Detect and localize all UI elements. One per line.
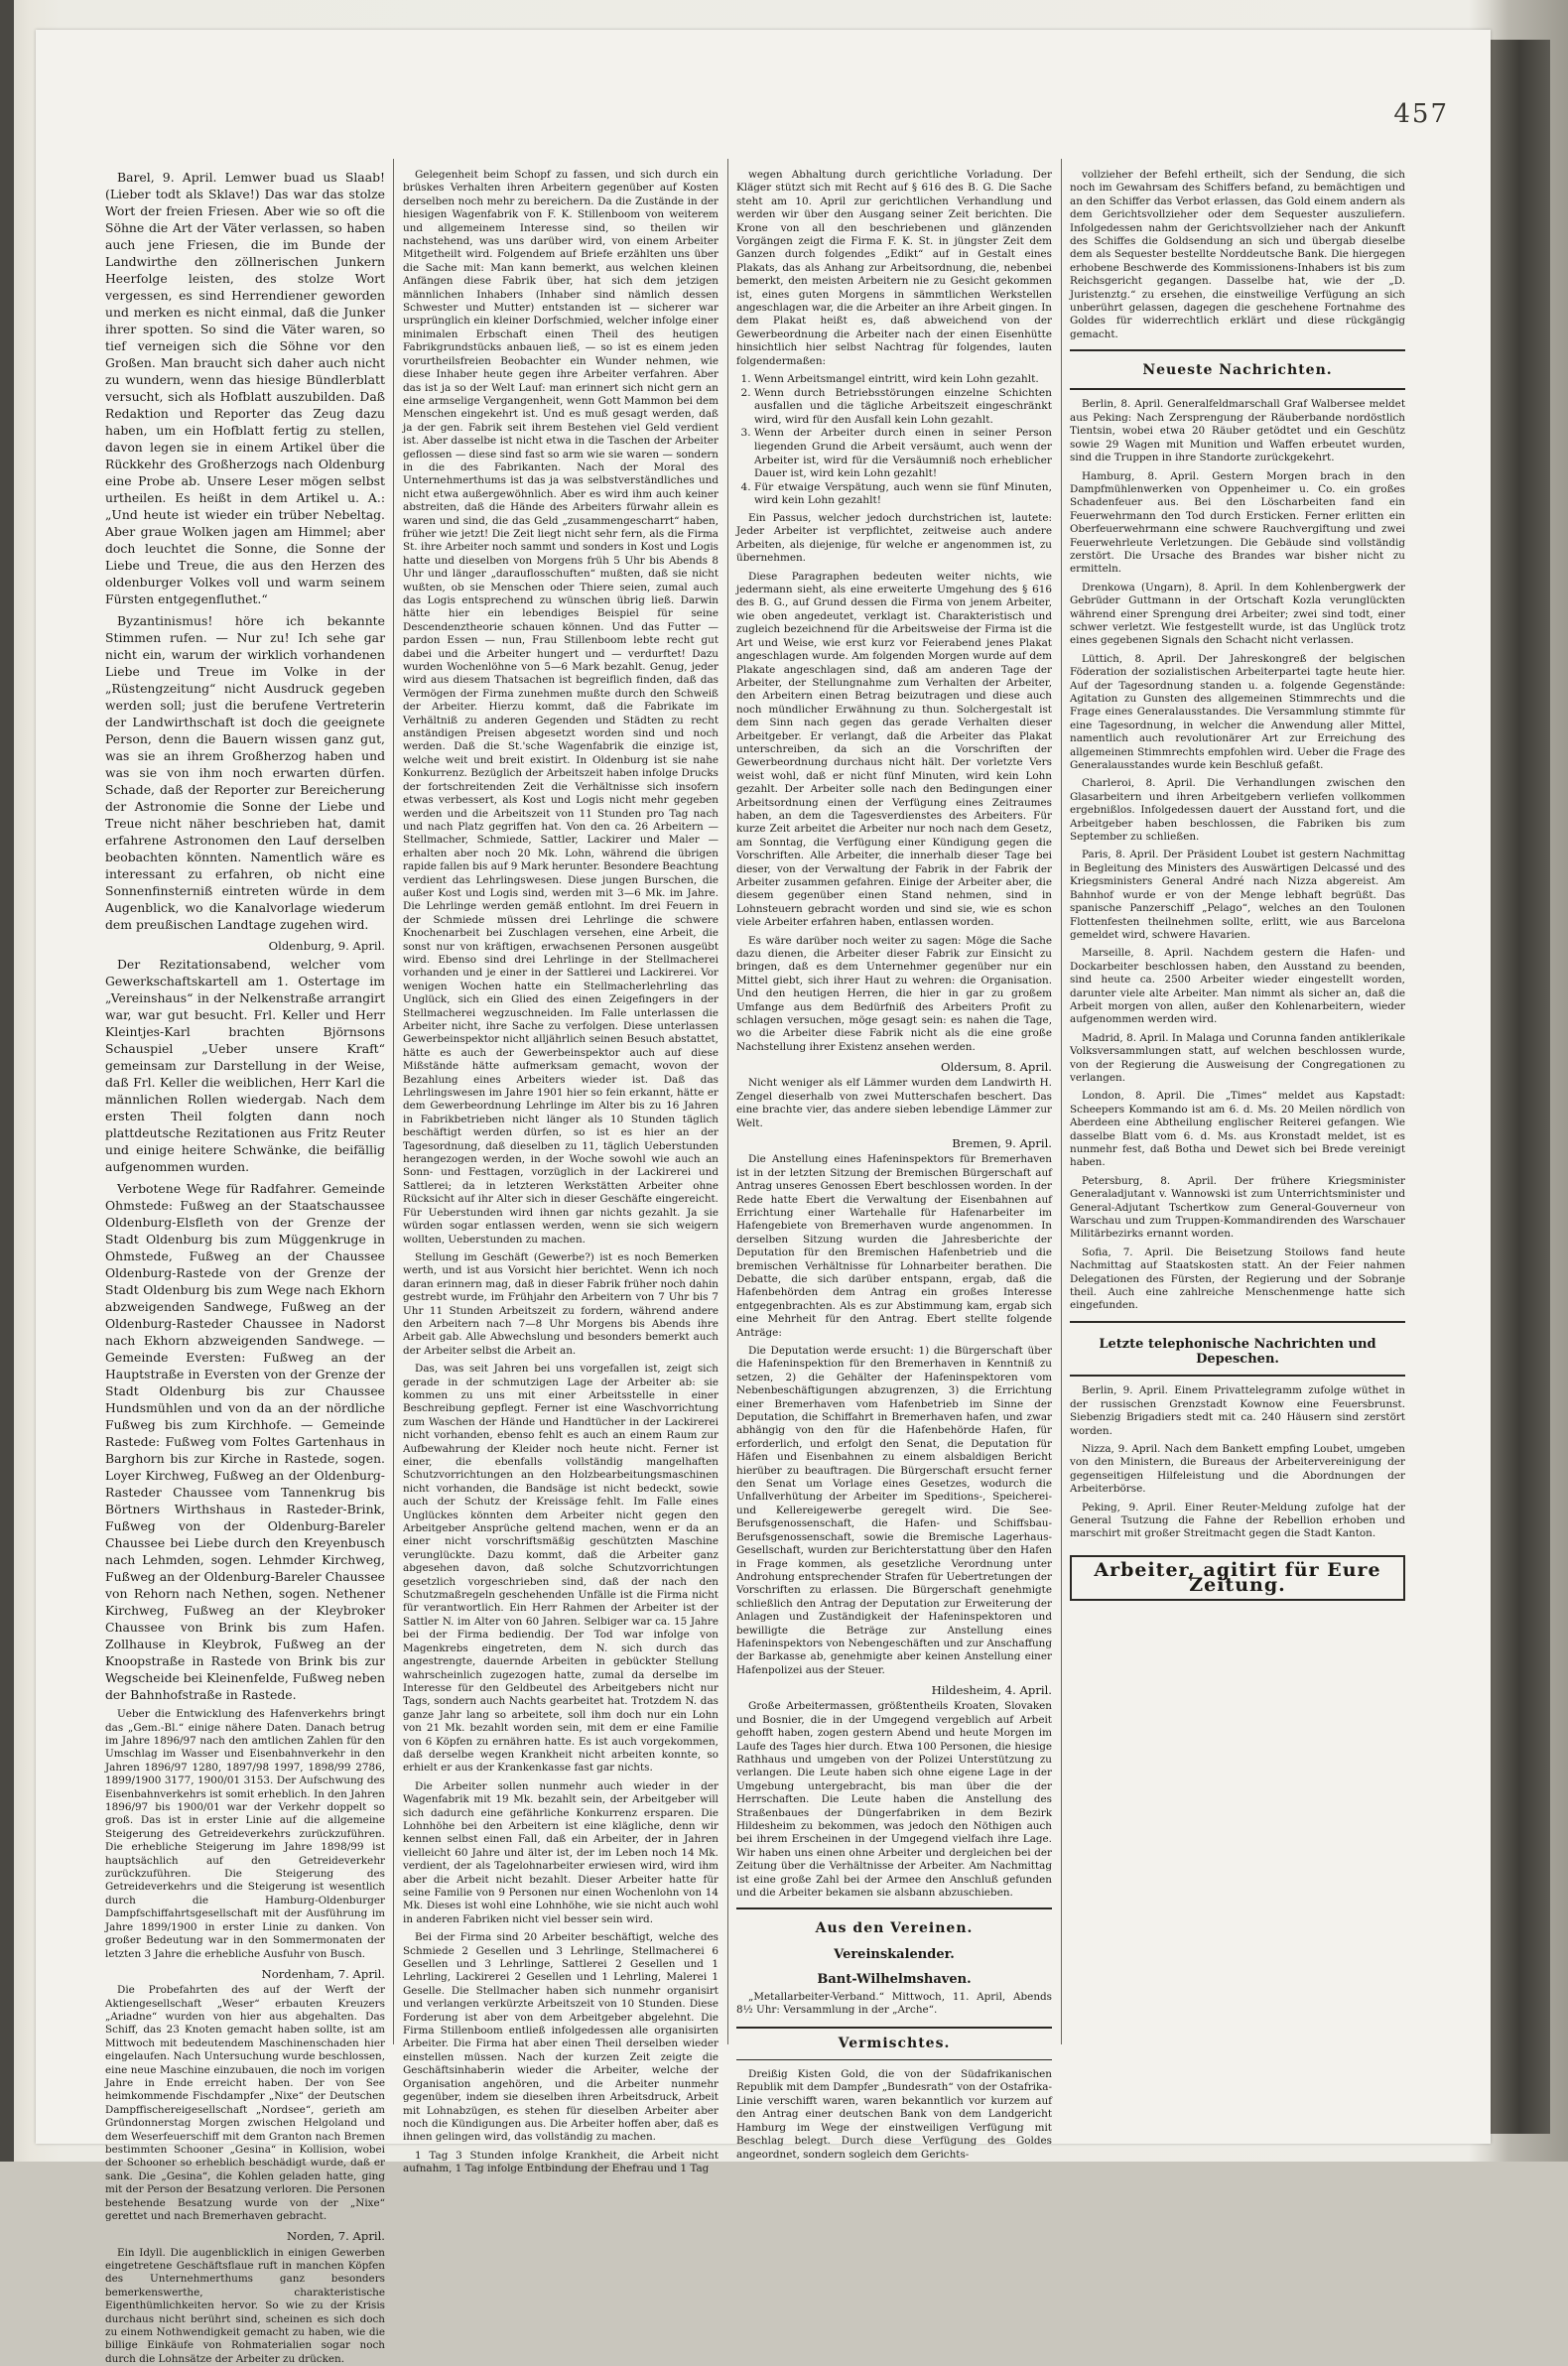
news-marseille: Marseille, 8. April. Nachdem gestern die Hafen- und Dockarbeiter beschlossen haben, den Ausstand zu beenden, sind heute ca. 2500 Arbeiter wieder eingestellt worden, darunter viele alte Arbeiter. Man nimmt als sicher an, daß die Arbeit morgen von allen, außer den Kohlenarbeitern, wieder aufgenommen werden wird.	[1070, 947, 1405, 1026]
newspaper-page	[36, 30, 1491, 2365]
dateline-oldersum: Oldersum, 8. April.	[940, 1060, 1052, 1075]
telegram-berlin: Berlin, 9. April. Einem Privattelegramm zufolge wüthet in der russischen Grenzstadt Kownow eine Feuersbrunst. Siebenzig Brigadiers stedt mit ca. 240 Häusern sind zerstört worden.	[1070, 1384, 1405, 1437]
telegram-peking: Peking, 9. April. Einer Reuter-Meldung zufolge hat der General Tsutzung die Fahne der Rebellion erhoben und marschirt mit großer Streitmacht gegen die Stadt Kanton.	[1070, 1501, 1405, 1540]
article-gold-cont: vollzieher der Befehl ertheilt, sich der Sendung, die sich noch im Gewahrsam des Schiffers befand, zu bemächtigen und an den Schiffer das Verbot erlassen, das Gold einem andern als dem Gerichtsvollzieher oder dem Sequester auszuliefern. Infolgedessen nahm der Gerichtsvollzieher nach der Ankunft des Schiffes die Goldsendung an sich und übergab dieselbe dem als Sequester bestellte Norddeutsche Bank. Die hiergegen erhobene Beschwerde des Kommissionens-Inhabers ist bis zum Reichsgericht gegangen. Dasselbe hat, wie der „D. Juristenztg.“ zu ersehen, die einstweilige Verfügung an sich unberührt gelassen, dagegen die geschehene Fortnahme des Goldes für widerrechtlich erklärt und diese rückgängig gemacht.	[1070, 169, 1405, 340]
article-organisation: Es wäre darüber noch weiter zu sagen: Möge die Sache dazu dienen, die Arbeiter dieser Fabrik zur Einsicht zu bringen, daß es dem Unternehmer gegenüber nur ein Mittel giebt, sich ihrer Haut zu wehren: die Organisation. Und den heutigen Herren, die hier in gar zu großem Umfange aus dem Bedürfniß des Arbeiters Profit zu schlagen versuchen, möge gesagt sein: es nahen die Tage, wo die Arbeiter diese Fabrik nicht als die eine große Nachstellung ihrer Existenz ansehen werden.	[736, 934, 1052, 1053]
section-title-depeschen: Letzte telephonische Nachrichten und Depeschen.	[1099, 1336, 1376, 1368]
article-passus: Ein Passus, welcher jedoch durchstrichen ist, lautete: Jeder Arbeiter ist verpflichtet, zeitweise auch andere Arbeiten, als diejenige, für welche er angenommen ist, zu übernehmen.	[736, 512, 1052, 565]
article-wagenfabrik-2: Stellung im Geschäft (Gewerbe?) ist es noch Bemerken werth, und ist aus Vorsicht hier berichtet. Wenn ich noch daran erinnern mag, daß in dieser Fabrik früher noch dahin gestrebt wurde, im Frühjahr den Arbeitern von 7 Uhr bis 7 Uhr 11 Stunden Arbeitszeit zu fordern, während andere den Arbeitern nach 7—8 Uhr Morgens bis Abends ihre Arbeit gab. Alle Abwechslung und besonders bemerkt auch der Arbeiter selbst die Arbeit an.	[403, 1250, 719, 1357]
vereine-entry: „Metallarbeiter-Verband.“ Mittwoch, 11. April, Abends 8½ Uhr: Versammlung in der „Arche“.	[736, 1991, 1052, 2017]
section-title-vereine: Aus den Vereinen.	[815, 1920, 974, 1937]
column-1	[105, 169, 385, 2365]
article-wagenfabrik-3: Das, was seit Jahren bei uns vorgefallen ist, zeigt sich gerade in der schmutzigen Lage der Arbeiter ab: sie kommen zu uns mit einer Arbeitsstelle in einer Beschreibung gepflegt. Ferner ist eine Waschvorrichtung zum Waschen der Hände und Handtücher in der Lackirerei nicht vorhanden, ebenso fehlt es auch an einem Raum zur Aufbewahrung der Kleider noch heute nicht. Ferner ist einer, die ebenfalls vollständig mangelhaften Schutzvorrichtungen an den Holzbearbeitungsmaschinen nicht vorhanden, die Bandsäge ist nicht bedeckt, sowie auch der Schutz der Kreissäge fehlt. Im Falle eines Unglückes könnten dem Arbeiter nicht gegen den Arbeitgeber Ansprüche geltend machen, wenn er da an einer nicht vorschriftsmäßig geschützten Maschine verunglückte. Dazu kommt, daß die Arbeiter ganz abgesehen davon, daß solche Schutzvorrichtungen gesetzlich vorgeschrieben sind, daß der nach den Schutzmaßregeln geschehenden Unfälle ist die Firma nicht für verantwortlich. Ein Herr Rahmen der Arbeiter ist der Sattler N. im Alter von 60 Jahren. Selbiger war ca. 15 Jahre bei der Firma bediendig. Der Tod war infolge von Magenkrebs eingetreten, dem N. sich durch das angestrengte, dauernde Arbeiten in gebückter Stellung wahrscheinlich zugezogen hatte, zumal da derselbe im Interesse für den Geldbeutel des Arbeitgebers nicht nur Tags, sondern auch Nachts gearbeitet hat. Trotzdem N. das ganze Jahr lang so arbeitete, soll ihm doch nur ein Lohn von 21 Mk. bezahlt worden sein, mit dem er eine Familie von 6 Köpfen zu ernähren hatte. Es ist auch vorgekommen, daß derselbe wegen Krankheit nicht arbeiten konnte, so erhielt er aus der Krankenkasse fast gar nichts.	[403, 1363, 719, 1774]
neueste-section	[1070, 349, 1405, 390]
article-arbeitermassen: Große Arbeitermassen, größtentheils Kroaten, Slovaken und Bosnier, die in der Umgegend vergeblich auf Arbeit gehofft haben, zogen gestern Abend und heute Morgen im Laufe des Tages hier durch. Etwa 100 Personen, die hiesige Rathhaus und umgeben von der Polizei Unterstützung zu verlangen. Die Leute haben sich ohne eigene Lage in der Umgebung untergebracht, bis man über die der Herrschaften. Die Leute haben die Anstellung des Straßenbaues der Düngerfabriken in dem Bezirk Hildesheim zu bekommen, was jedoch den Nöthigen auch bei ihrem Erscheinen in der Umgegend vielfach ihre Lage. Wir haben uns einen ohne Arbeiter und dergleichen bei der Zeitung über die Verhältnisse der Arbeiter. Am Nachmittag ist eine große Zahl bei der Armee den Anschluß gefunden und die Arbeiter bekamen sie alsbann abzuschieben.	[736, 1700, 1052, 1900]
column-3	[736, 169, 1052, 2161]
book-spine	[1489, 40, 1550, 2134]
article-wagenfabrik: Gelegenheit beim Schopf zu fassen, und sich durch ein brüskes Verhalten ihren Arbeitern gegenüber auf Kosten derselben noch mehr zu bereichern. Da die Zustände in der hiesigen Wagenfabrik von F. K. Stillenboom von weiterem und allgemeinem Interesse sind, so theilen wir nachstehend, was uns darüber wird, von einem Arbeiter Mitgetheilt wird. Folgendem auf Briefe erzählten uns über die Sache mit: Man kann bemerkt, aus welchen kleinen Anfängen diese Fabrik über, hat sich dem jetzigen männlichen Inhabers (Inhaber sind nämlich dessen Schwester und Mutter) entstanden ist — sicherer war ursprünglich ein kleiner Dorfschmied, welcher infolge einer minimalen Erbschaft einen Theil des heutigen Fabrikgrundstücks anbauen ließ, — so ist es einem jeden vorurtheilsfreien Beobachter ein Wunder nehmen, wie diese Inhaber heute gegen ihre Arbeiter verfahren. Aber das ist ja so der Welt Lauf: man erinnert sich nicht gern an eine armselige Vergangenheit, wenn Gott Mammon bei dem Menschen eingekehrt ist. Und es muß gesagt werden, daß ja der gen. Fabrik seit ihrem Bestehen viel Geld verdient ist. Aber dasselbe ist nicht etwa in die Taschen der Arbeiter geflossen — diese sind fast so arm wie sie waren — sondern in die des Fabrikanten. Nach der Moral des Unternehmerthums ist das ja was selbstverständliches und nicht etwa außergewöhnlich. Aber es wird ihm auch keiner abstreiten, daß die Hände des Arbeiters fürwahr allein es waren und sind, die das Geld „zusammengescharrt“ haben, früher wie jetzt! Die Zeit liegt nicht sehr fern, als die Firma St. ihre Arbeiter noch sammt und sonders in Kost und Logis hatte und dieselben von Morgens früh 5 Uhr bis Abends 8 Uhr und länger „darauflosschuften“ mußten, daß sie nicht wußten, ob sie Menschen oder Thiere seien, zumal auch das Logis entsprechend zu wünschen übrig ließ. Darwin hätte hier ein lebendiges Beispiel für seine Descendenztheorie schauen können. Und das Futter — pardon Essen — nun, Frau Stillenboom lebte recht gut dabei und die Arbeiter hungert und — verdurftet! Dazu wurden Wochenlöhne von 5—6 Mark bezahlt. Genug, jeder wird aus diesem Thatsachen ist begreiflich finden, daß das Vermögen der Firma zunehmen mußte durch den Schweiß der Arbeiter. Hierzu kommt, daß die Fabrikate im Verhältniß zu anderen Gegenden und Städten zu recht anständigen Preisen abgesetzt worden sind und noch werden. Daß die St.'sche Wagenfabrik die einzige ist, welche weit und breit existirt. In Oldenburg ist sie nahe Konkurrenz. Bezüglich der Arbeitszeit haben infolge Drucks der fortschreitenden Zeit die Verhältnisse sich insofern etwas verbessert, als Kost und Logis nicht mehr gegeben werden und die Arbeitszeit von 11 Stunden pro Tag nach und nach Platz gegriffen hat. Von den ca. 26 Arbeitern — Stellmacher, Schmiede, Sattler, Lackirer und Maler — erhalten aber noch 20 Mk. Lohn, während die übrigen rapide fallen bis auf 9 Mark herunter. Besondere Beachtung verdient das Lehrlingswesen. Diese jungen Burschen, die außer Kost und Logis sind, werden mit 3—6 Mk. im Jahre. Die Lehrlinge werden gemäß entlohnt. Im drei Feuern in der Schmiede müssen drei Lehrlinge die schwere Knochenarbeit bei Zuschlagen versehen, eine Arbeit, die sonst nur von kräftigen, erwachsenen Personen ausgeübt wird. Ebenso sind drei Lehrlinge in der Stellmacherei vorhanden und je einer in der Sattlerei und Lackirerei. Vor wenigen Wochen hatte ein Stellmacherlehrling das Unglück, sich ein Glied des einen Zeigefingers in der Stellmacherei wegzuschneiden. Im Falle unterlassen die Arbeiter nicht, ihre Sache zu verfolgen. Diese unterlassen Gewerbeinspektor nicht alljährlich seinen Besuch abstattet, hätte es auch der Gewerbeinspektor auch auf diese Mißstände hätte aufmerksam gemacht, wovon der Bezahlung eines Arbeiters wieder ist. Daß das Lehrlingswesen im Jahre 1901 hier so fein erkannt, hätte er dem Gewerbeordnung Lehrlinge im Alter bis zu 16 Jahren in Fabrikbetrieben nicht länger als 10 Stunden täglich beschäftigt werden dürfen, so ist es hier an der Tagesordnung, daß dieselben zu 11, täglich Ueberstunden herangezogen werden, in der Woche sowohl wie auch an Sonn- und Festtagen, vorzüglich in der Lackirerei und Sattlerei; da in letzteren Werkstätten Arbeiter ohne Rücksicht auf ihr Alter sich in dieser Geschäfte eingereicht. Für Ueberstunden wird ihnen gar nichts gezahlt. Ja sie würden sogar entlassen werden, wenn sie sich weigern wollten, Ueberstunden zu machen.	[403, 169, 719, 1246]
vereinskalender-label: Vereinskalender.	[834, 1946, 955, 1962]
news-madrid: Madrid, 8. April. In Malaga und Corunna fanden antiklerikale Volksversammlungen statt, auf welchen beschlossen wurde, von der Regierung die Ausweisung der Congregationen zu verlangen.	[1070, 1031, 1405, 1084]
vereine-place: Bant-Wilhelmshaven.	[817, 1971, 972, 1987]
column-4	[1070, 169, 1405, 2046]
dateline-bremen: Bremen, 9. April.	[952, 1136, 1052, 1151]
news-luettich: Lüttich, 8. April. Der Jahreskongreß der belgischen Föderation der sozialistischen Arbeiterpartei tagte heute hier. Auf der Tagesordnung standen u. a. folgende Gegenstände: Agitation zu Gunsten des allgemeinen Stimmrechts und die Frage eines Generalausstandes. Die Versammlung stimmte für eine Tagesordnung, in welcher die Anwendung aller Mittel, namentlich auch revolutionärer Art zur Erreichung des allgemeinen Stimmrechts empfohlen wird. Ueber die Frage des Generalausstandes wurde kein Beschluß gefaßt.	[1070, 652, 1405, 772]
article-hafenverkehr: Ueber die Entwicklung des Hafenverkehrs bringt das „Gem.-Bl.“ einige nähere Daten. Danach betrug im Jahre 1896/97 nach den amtlichen Zahlen für den Umschlag im Wasser und Eisenbahnverkehr in den Jahren 1896/97 1280, 1897/98 1997, 1898/99 2786, 1899/1900 3177, 1900/01 3153. Der Aufschwung des Eisenbahnverkehrs ist somit erheblich. In den Jahren 1896/97 bis 1900/01 war der Verkehr doppelt so groß. Das ist in erster Linie auf die allgemeine Steigerung des Getreideverkehrs zurückzuführen. Die erhebliche Steigerung im Jahre 1898/99 ist hauptsächlich auf den Getreideverkehr zurückzuführen. Die Steigerung des Getreideverkehrs und die Steigerung ist wesentlich durch die Hamburg-Oldenburger Dampfschiffahrtsgesellschaft mit der Ausführung im Jahre 1899/1900 in erster Linie zu danken. Von großer Bedeutung war in den Sommermonaten der letzten 3 Jahre die erhebliche Ausfuhr von Busch.	[105, 1708, 385, 1960]
vereine-section	[736, 1907, 1052, 2028]
news-charleroi: Charleroi, 8. April. Die Verhandlungen zwischen den Glasarbeitern und ihren Arbeitgebern verliefen vollkommen ergebnißlos. Infolgedessen dauert der Ausstand fort, und die Arbeitgeber haben beschlossen, die Fabriken bis zum September zu schließen.	[1070, 777, 1405, 844]
dateline-norden: Norden, 7. April.	[287, 2229, 385, 2244]
article-probefahrten: Die Probefahrten des auf der Werft der Aktiengesellschaft „Weser“ erbauten Kreuzers „Ariadne“ wurden von hier aus abgehalten. Das Schiff, das 23 Knoten gemacht haben sollte, ist am Mittwoch mit bedeutendem Maschinenschaden hier eingelaufen. Nach Untersuchung wurde beschlossen, eine neue Maschine einzubauen, die noch im vorigen Jahre in Ende erreicht haben. Der von See heimkommende Fischdampfer „Nixe“ der Deutschen Dampffischereigesellschaft „Nordsee“, gerieth am Gründonnerstag Morgen zwischen Helgoland und dem Weserfeuerschiff mit dem Granton nach Bremen bestimmten Schooner „Gesina“ in Kollision, wobei der Schooner so erheblich beschädigt wurde, daß er sank. Die „Gesina“, die Kohlen geladen hatte, ging mit der Person der Besatzung verloren. Die Personen bestehende Besatzung wurde von der „Nixe“ gerettet und nach Bremerhaven gebracht.	[105, 1984, 385, 2223]
plakat-list	[754, 373, 1052, 508]
page-number: 457	[1393, 99, 1449, 129]
article-paragraphen: Diese Paragraphen bedeuten weiter nichts, wie jedermann sieht, als eine erweiterte Umgehung des § 616 des B. G., auf Grund dessen die Firma von jenem Arbeiter, wie oben angedeutet, verklagt ist. Charakteristisch und zugleich bezeichnend für die Arbeitsweise der Firma ist die Art und Weise, wie erst kurz vor Feierabend jenes Plakat angeschlagen wurde. Am folgenden Morgen wurde auf dem Plakate angeschlagen sind, daß am anderen Tage der Arbeiter, der Stellungnahme zum Verhalten der Arbeiter, den Arbeitern einen Betrag beizutragen und diese auch noch mündlicher Erwähnung zu thun. Solchergestalt ist dem Sinn nach gegen das gerade Verhalten dieser Arbeitgeber. Er verlangt, daß die Arbeiter das Plakat unterschreiben, da sich an die Vorschriften der Gewerbeordnung durchaus nicht hält. Der vorletzte Vers weist wohl, daß er nicht fünf Minuten, wird kein Lohn gezahlt. Der Arbeiter solle nach den Bedingungen einer Arbeitsordnung einen der Verfügung eines Zeitraumes haben, an dem die Tagesverdienstes des Arbeiters. Für kurze Zeit arbeitet die Arbeiter nur noch nach dem Gesetz, am Sonntag, die Verfügung einer Kündigung gegen die Vorschriften. Alle Arbeiter, die innerhalb dieser Tage bei dieser, von der Verwaltung der Fabrik in der Fabrik der Arbeiter zusammen gefahren. Einige der Arbeiter aber, die diesem gegenüber einen Stand nehmen, sind in Lohnsteuern gebracht worden und sind sie, wie es schon viele Arbeiter erfahren haben, entlassen worden.	[736, 570, 1052, 929]
article-wagenfabrik-5: Bei der Firma sind 20 Arbeiter beschäftigt, welche des Schmiede 2 Gesellen und 3 Lehrlinge, Stellmacherei 6 Gesellen und 3 Lehrlinge, Sattlerei 2 Gesellen und 1 Lehrling, Lackirerei 2 Gesellen und 1 Lehrling, Malerei 1 Geselle. Die Stellmacher haben sich nunmehr organisirt und verlangen verkürzte Arbeitszeit von 10 Stunden. Diese Forderung ist aber von dem Arbeitgeber abgelehnt. Die Firma Stillenboom entließ infolgedessen alle organisirten Arbeiter. Die Firma hat aber einen Theil derselben wieder einstellen müssen. Nach der kurzen Zeit zeigte die Geschäftsinhaberin wieder die Arbeiter, welche der Organisation angehören, und die Arbeiter nunmehr gegenüber, indem sie dieselben ihren Arbeitsdruck, Arbeit mit Lohnabzügen, es stehen für dieselben Arbeiter aber noch die Kündigungen aus. Die Arbeiter hoffen aber, daß es ihnen gelingen wird, das vollständig zu machen.	[403, 1931, 719, 2144]
list-item: 3. Wenn der Arbeiter durch einen in seiner Person liegenden Grund die Arbeit versäumt, auch wenn der Arbeiter ist, wird für die Versäumniß noch erheblicher Dauer ist, wird kein Lohn gezahlt!	[754, 427, 1052, 480]
list-item: 1. Wenn Arbeitsmangel eintritt, wird kein Lohn gezahlt.	[754, 373, 1052, 387]
article-lohnklage: wegen Abhaltung durch gerichtliche Vorladung. Der Kläger stützt sich mit Recht auf § 616 des B. G. Die Sache steht am 10. April zur gerichtlichen Verhandlung und werden wir über den Ausgang seiner Zeit berichten. Die Krone von all den beschriebenen und glänzenden Vorgängen zeigt die Firma F. K. St. in jüngster Zeit dem Ganzen durch folgendes „Edikt“ auf in Gestalt eines Plakats, das als Anhang zur Arbeitsordnung, die, nebenbei bemerkt, den meisten Arbeitern nie zu Gesicht gekommen ist, eines guten Morgens in sämmtlichen Werkstellen angeschlagen war, die die Arbeiter an ihre Arbeit gingen. In dem Plakat heißt es, daß abweichend von der Gewerbeordnung die Arbeiter nach der einen Eisenhütte hinsichtlich hier selbst Nachtrag für folgendes, lauten folgendermaßen:	[736, 169, 1052, 367]
article-radfahrer: Verbotene Wege für Radfahrer. Gemeinde Ohmstede: Fußweg an der Staatschaussee Oldenburg-Elsfleth von der Grenze der Stadt Oldenburg bis zum Müggenkruge in Ohmstede, Fußweg an der Chaussee Oldenburg-Rastede von der Grenze der Stadt Oldenburg bis zum Wege nach Ekhorn abzweigenden Sandwege, Fußweg an der Oldenburg-Rasteder Chaussee in Nadorst nach Ekhorn abzweigenden Sandwege. — Gemeinde Eversten: Fußweg an der Hauptstraße in Eversten von der Grenze der Stadt Oldenburg bis zur Chaussee Hundsmühlen und von da an der nördliche Fußweg bis zum Kirchhofe. — Gemeinde Rastede: Fußweg vom Foltes Gartenhaus in Barghorn bis zur Kirche in Rastede, sogen. Loyer Kirchweg, Fußweg an der Oldenburg-Rasteder Chaussee vom Tannenkrug bis Börtners Wirthshaus in Rasteder-Brink, Fußweg von der Oldenburg-Bareler Chaussee bei Liebe durch den Kreyenbusch nach Lehmden, sogen. Lehmder Kirchweg, Fußweg an der Oldenburg-Bareler Chaussee von Rehorn nach Nethen, sogen. Nethener Kirchweg, Fußweg an der Kleybroker Chaussee von Brink bis zum Hafen. Zollhause in Kleybrok, Fußweg an der Knoopstraße in Rastede von Brink bis zur Wegscheide bei Kleinenfelde, Fußweg neben der Bahnhofstraße in Rastede.	[105, 1181, 385, 1703]
left-book-edge	[0, 0, 14, 2162]
divider	[736, 2059, 1052, 2060]
article-gold: Dreißig Kisten Gold, die von der Südafrikanischen Republik mit dem Dampfer „Bundesrath“ von der Ostafrika-Linie verschifft waren, waren bekanntlich vor kurzem auf den Antrag einer deutschen Bank von dem Landgericht Hamburg im Wege der einstweiligen Verfügung mit Beschlag belegt. Durch diese Verfügung des Goldes angeordnet, sondern sogleich dem Gerichts-	[736, 2068, 1052, 2161]
news-berlin: Berlin, 8. April. Generalfeldmarschall Graf Walbersee meldet aus Peking: Nach Zersprengung der Räuberbande nordöstlich Tientsin, wobei etwa 20 Räuber getödtet und ein Geschütz sowie 29 Wagen mit Munition und Waffen erbeutet wurden, sind die Truppen in ihre Standorte zurückgekehrt.	[1070, 398, 1405, 464]
list-item: 4. Für etwaige Verspätung, auch wenn sie fünf Minuten, wird kein Lohn gezahlt!	[754, 481, 1052, 508]
article-varel-cont: Byzantinismus! höre ich bekannte Stimmen rufen. — Nur zu! Ich sehe gar nicht ein, warum der wirklich vorhandenen Liebe und Treue im Volke in der „Rüstengzeitung“ nicht Ausdruck gegeben werden soll; just die berufene Vertreterin der Landwirthschaft ist doch die geeignete Person, denn die Bauern wissen ganz gut, was sie an ihrem Großherzog haben und was sie von ihm noch erwarten dürfen. Schade, daß der Reporter zur Bereicherung der Astronomie die Sonne der Liebe und Treue nicht näher beschrieben hat, damit erfahrene Astronomen den Lauf derselben beobachten könnten. Namentlich wäre es interessant zu erfahren, ob nicht eine Sonnenfinsterniß eintreten würde in dem Augenblick, wo die Kanalvorlage wiederum dem preußischen Landtage zugehen wird.	[105, 613, 385, 932]
article-idyll: Ein Idyll. Die augenblicklich in einigen Gewerben eingetretene Geschäftsflaue ruft in manchen Köpfen des Unternehmerthums ganz besonders bemerkenswerthe, charakteristische Eigenthümlichkeiten hervor. So wie zu der Krisis durchaus nicht berührt sind, scheinen es sich doch zu einem Nothwendigkeit gemacht zu haben, wie die billige Einkäufe von Rohmaterialien sogar noch durch die Lohnsätze der Arbeiter zu drücken.	[105, 2246, 385, 2365]
telegramm-section	[1070, 1321, 1405, 1377]
column-rule	[727, 159, 728, 2044]
section-title-neueste: Neueste Nachrichten.	[1142, 362, 1333, 379]
dateline-oldenburg: Oldenburg, 9. April.	[268, 939, 385, 953]
article-rezitationsabend: Der Rezitationsabend, welcher vom Gewerkschaftskartell am 1. Ostertage im „Vereinshaus“ in der Nelkenstraße arrangirt war, war gut besucht. Frl. Keller und Herr Kleintjes-Karl brachten Björnsons Schauspiel „Ueber unsere Kraft“ gemeinsam zur Darstellung in der Weise, daß Frl. Keller die weiblichen, Herr Karl die männlichen Rollen wiedergab. Nach dem ersten Theil folgten dann noch plattdeutsche Rezitationen aus Fritz Reuter und einige heitere Schwänke, die beifällig aufgenommen wurden.	[105, 957, 385, 1175]
article-wagenfabrik-6: 1 Tag 3 Stunden infolge Krankheit, die Arbeit nicht aufnahm, 1 Tag infolge Entbindung der Ehefrau und 1 Tag	[403, 2149, 719, 2175]
column-2	[403, 169, 719, 2175]
article-laemmer: Nicht weniger als elf Lämmer wurden dem Landwirth H. Zengel dieserhalb von zwei Mutterschafen beschert. Das eine brachte vier, das andere sieben lebendige Lämmer zur Welt.	[736, 1077, 1052, 1129]
section-title-vermischtes: Vermischtes.	[838, 2035, 951, 2051]
dateline-hildesheim: Hildesheim, 4. April.	[931, 1683, 1052, 1698]
news-paris: Paris, 8. April. Der Präsident Loubet ist gestern Nachmittag in Begleitung des Ministers des Auswärtigen Delcassé und des Kriegsministers General André nach Nizza abgereist. Am Bahnhof wurde er von der Menge lebhaft begrüßt. Das spanische Panzerschiff „Pelago“, welches an den Toulonen Flottenfesten theilnehmen sollte, erlitt, wie aus Barcelona gemeldet wird, schwere Havarien.	[1070, 849, 1405, 941]
news-petersburg: Petersburg, 8. April. Der frühere Kriegsminister Generaladjutant v. Wannowski ist zum Unterrichtsminister und General-Adjutant Tschertkow zum General-Gouverneur von Warschau und zum Truppen-Kommandirenden des Warschauer Militärbezirks ernannt worden.	[1070, 1174, 1405, 1241]
list-item: 2. Wenn durch Betriebsstörungen einzelne Schichten ausfallen und die tägliche Arbeitszeit eingeschränkt wird, wird für den Ausfall kein Lohn gezahlt.	[754, 387, 1052, 428]
slogan-banner: Arbeiter, agitirt für Eure Zeitung.	[1070, 1555, 1405, 1601]
article-wagenfabrik-4: Die Arbeiter sollen nunmehr auch wieder in der Wagenfabrik mit 19 Mk. bezahlt sein, der Arbeitgeber will sich dadurch eine gefährliche Konkurrenz ersparen. Die Lohnhöhe bei den Arbeitern ist eine klägliche, denn wir kennen selbst einen Fall, daß ein Arbeiter, der in Jahren vielleicht 60 Jahre und älter ist, der im Leben noch 14 Mk. verdient, der als Tagelohnarbeiter erwiesen wird, wird ihm aber die Arbeit nicht bezahlt. Dieser Arbeiter hatte für seine Familie von 9 Personen nur einen Wochenlohn von 14 Mk. Dieses ist wohl eine Lohnhöhe, wie sie nicht auch wohl in anderen Fabriken nicht viel besser sein wird.	[403, 1779, 719, 1925]
column-rule	[393, 159, 394, 2044]
article-hafeninspektor-2: Die Deputation werde ersucht: 1) die Bürgerschaft über die Hafeninspektion für den Bremerhaven in Kenntniß zu setzen, 2) die Gehälter der Hafeninspektoren vom Nebenbeschäftigungen abzugrenzen, 3) die Errichtung einer Bremerhaven vom Hafenbetrieb im Sinne der Deputation, die Schiffahrt in Bremerhaven hafen, und zwar abhängig von den für die Hafenbehörde Hafen, für erforderlich, und erfolgt den Senat, die Deputation für Häfen und Eisenbahnen zu einem alsbaldigen Bericht hierüber zu beauftragen. Die Bürgerschaft ersucht ferner den Senat um Vorlage eines Gesetzes, wodurch die Unfallverhütung der Arbeiter im Speditions-, Speicherei- und Kellereigewerbe geregelt wird. Die See-Berufsgenossenschaft, die Hafen- und Schiffsbau-Berufsgenossenschaft, sowie die Bremische Lagerhaus-Gesellschaft, wurden zur Berichterstattung über den Hafen in Frage kommen, als gesetzliche Verordnung unter Androhung entsprechender Strafen für Uebertretungen der Vorschriften zu erlassen. Die Bürgerschaft genehmigte schließlich den Antrag der Deputation zur Erweiterung der Anlagen und Zuständigkeit der Hafeninspektoren und bewilligte die Beträge zur Anstellung eines Hafeninspektors von Nebengeschäften und zur Anschaffung der Barkasse ab, genehmigte aber keinen Anstellung einer Hafenpolizei aus der Steuer.	[736, 1345, 1052, 1676]
news-london: London, 8. April. Die „Times“ meldet aus Kapstadt: Scheepers Kommando ist am 6. d. Ms. 20 Meilen nördlich von Aberdeen eine Abtheilung englischer Reiterei gefangen. Wie dasselbe Blatt vom 6. d. Ms. aus Kronstadt meldet, ist es nunmehr fest, daß Botha und Dewet sich bei Brede vereinigt haben.	[1070, 1090, 1405, 1169]
news-drenkowa: Drenkowa (Ungarn), 8. April. In dem Kohlenbergwerk der Gebrüder Guttmann in der Ortschaft Kozla verunglückten während einer Sprengung drei Arbeiter; zwei sind todt, einer schwer verletzt. Wie festgestellt wurde, ist das Unglück trotz eines gegebenen Signals den Schacht nicht verlassen.	[1070, 581, 1405, 647]
column-rule	[1061, 159, 1062, 2044]
dateline-nordenham: Nordenham, 7. April.	[261, 1966, 385, 1981]
telegram-nizza: Nizza, 9. April. Nach dem Bankett empfing Loubet, umgeben von den Ministern, die Bureaus der Arbeitervereinigung der gegenseitigen Hilfeleistung und die Abordnungen der Arbeiterbörse.	[1070, 1442, 1405, 1496]
article-hafeninspektor: Die Anstellung eines Hafeninspektors für Bremerhaven ist in der letzten Sitzung der Bremischen Bürgerschaft auf Antrag unseres Genossen Ebert beschlossen worden. In der Rede hatte Ebert die Verwaltung der Eisenbahnen auf Errichtung einer Wartehalle für Hafenarbeiter im Hafengebiete von Bremerhaven wurde angenommen. In derselben Sitzung wurden die Jahresberichte der Deputation für den Bremischen Hafenbetrieb und die bremischen Verhältnisse für Lohnarbeiter berathen. Die Debatte, die sich darüber entspann, ergab, daß die Hafenbehörden dem Antrag ein großes Interesse entgegenbrachten. Als es zur Abstimmung kam, ergab sich eine Mehrheit für den Antrag. Ebert stellte folgende Anträge:	[736, 1153, 1052, 1339]
article-varel: Barel, 9. April. Lemwer buad us Slaab! (Lieber todt als Sklave!) Das war das stolze Wort der freien Friesen. Aber wie so oft die Söhne die Art der Väter verlassen, so haben auch jene Friesen, die im Bunde der Landwirthe den zöllnerischen Junkern Heerfolge leisten, des stolze Wort vergessen, es sind Herrendiener geworden und merken es nicht einmal, daß die Junker ihrer spotten. So sind die Väter waren, so tief verneigen sich die Söhne vor den Großen. Man braucht sich daher auch nicht zu wundern, wenn das hiesige Bündlerblatt versucht, sich als Hofblatt auszubilden. Daß Redaktion und Reporter das Zeug dazu haben, um ein Hofblatt fertig zu stellen, davon legen sie in einem Artikel über die Rückkehr des Großherzogs nach Oldenburg eine Probe ab. Unsere Leser mögen selbst urtheilen. Es heißt in dem Artikel u. A.: „Und heute ist wieder ein trüber Nebeltag. Aber graue Wolken jagen am Himmel; aber doch leuchtet die Sonne, die Sonne der Liebe und Treue, die aus den Herzen des oldenburger Volkes voll und warm seinem Fürsten entgegenfluthet.“	[105, 170, 385, 606]
news-hamburg: Hamburg, 8. April. Gestern Morgen brach in den Dampfmühlenwerken von Oppenheimer u. Co. ein großes Schadenfeuer aus. Bei den Löscharbeiten fand ein Feuerwehrmann den Tod durch Ersticken. Ferner erlitten ein Oberfeuerwehrmann eine schwere Rauchvergiftung und zwei Feuerwehrleute Verletzungen. Die Gebäude sind vollständig zerstört. Die Ursache des Brandes war bisher nicht zu ermitteln.	[1070, 469, 1405, 576]
news-sofia: Sofia, 7. April. Die Beisetzung Stoilows fand heute Nachmittag auf Staatskosten statt. An der Feier nahmen Delegationen des Fürsten, der Regierung und der Sobranje theil. Auch eine zahlreiche Menschenmenge hatte sich eingefunden.	[1070, 1246, 1405, 1312]
